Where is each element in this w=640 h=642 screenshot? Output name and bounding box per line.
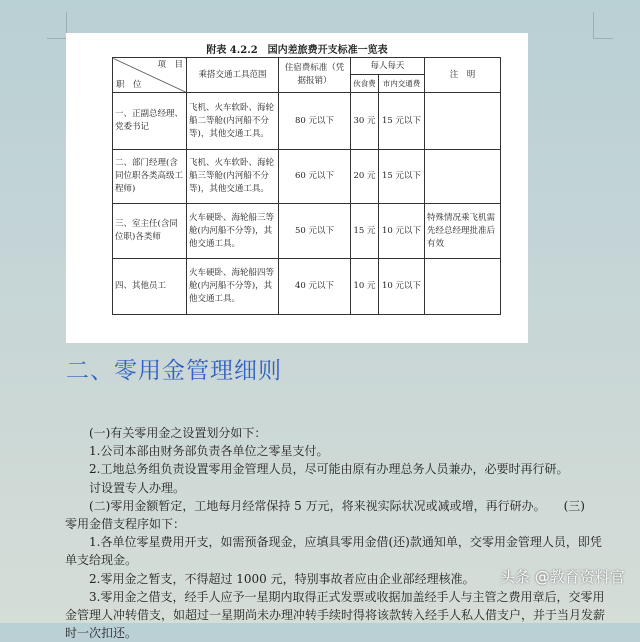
paragraph-line: 单支给现金。 [65,553,138,568]
header-item: 项 目 [157,60,183,70]
table-row [113,204,501,259]
cell-meal: 10 元 [351,259,379,315]
watermark: 头条 @教育资料官 [500,568,625,586]
cell-position: 四、其他员工 [113,259,187,315]
cell-position: 三、室主任(含同位职)各类师 [113,204,187,259]
cell-local: 10 元以下 [379,204,425,259]
cell-position: 一、正副总经理、党委书记 [113,93,187,150]
margin-mark-right [593,12,613,39]
table-title: 附表 4.2.2 国内差旅费开支标准一览表 [206,45,388,56]
cell-note [425,259,501,315]
cell-meal: 20 元 [351,150,379,204]
header-local: 市内交通费 [379,75,425,93]
cell-local: 15 元以下 [379,93,425,150]
cell-transport: 火车硬卧、海轮船三等舱(内河船不分等)，其他交通工具。 [187,204,279,259]
paragraph-line: 讨设置专人办理。 [89,480,186,495]
header-per-day: 每人每天 [351,58,425,75]
paragraph-line: (二)零用金额暂定，工地每月经常保持 5 万元，将来视实际状况或减或增，再行研办。 (三) [89,498,585,513]
cell-note [425,150,501,204]
header-lodging: 住宿费标准（凭据报销） [279,58,351,93]
cell-lodging: 40 元以下 [279,259,351,315]
cell-lodging: 50 元以下 [279,204,351,259]
cell-local: 15 元以下 [379,150,425,204]
cell-meal: 15 元 [351,204,379,259]
section-heading: 二、零用金管理细则 [66,358,282,384]
cell-note: 特殊情况乘飞机需先经总经理批准后有效 [425,204,501,259]
expense-table-image [66,33,528,343]
header-diagonal-cell [113,58,187,93]
cell-meal: 30 元 [351,93,379,150]
header-meal: 伙食费 [351,75,379,93]
cell-lodging: 80 元以下 [279,93,351,150]
cell-position: 二、部门经理(含同位职各类高级工程师) [113,150,187,204]
paragraph-line: 零用金借支程序如下： [65,517,186,532]
paragraph-line: 3.零用金之借支，经手人应予一星期内取得正式发票或收据加盖经手人与主管之费用章后，交零用 [89,589,605,604]
paragraph-line: 1.公司本部由财务部负责各单位之零星支付。 [89,444,329,459]
cell-note [425,93,501,150]
cell-transport: 火车硬卧、海轮船四等舱(内河船不分等)，其他交通工具。 [187,259,279,315]
travel-expense-table [112,57,501,315]
paragraph-line: (一)有关零用金之设置划分如下： [89,426,267,440]
paragraph-line: 1.各单位零星费用开支，如需预备现金，应填具零用金借(还)款通知单，交零用金管理人员，即凭 [89,535,602,550]
margin-mark-left [47,12,67,39]
header-position: 职 位 [116,80,142,90]
paragraph-line: 2.工地总务组负责设置零用金管理人员，尽可能由原有办理总务人员兼办，必要时再行研。 [89,462,569,477]
header-transport: 乘搭交通工具范围 [187,58,279,93]
cell-transport: 飞机、火车软卧、海轮船二等舱(内河船不分等)，其他交通工具。 [187,93,279,150]
body-text [65,424,610,642]
cell-transport: 飞机、火车软卧、海轮船三等舱(内河船不分等)，其他交通工具。 [187,150,279,204]
paragraph-line: 2.零用金之暂支，不得超过 1000 元，特别事故者应由企业部经理核准。 [89,571,475,586]
table-row [113,93,501,150]
cell-lodging: 60 元以下 [279,150,351,204]
paragraph-line: 金管理人冲转借支，如超过一星期尚未办理冲转手续时得将该款转入经手人私人借支户，并于当月发薪 [65,608,606,623]
table-row [113,150,501,204]
table-row [113,259,501,315]
paragraph-line: 时一次扣还。 [65,626,138,641]
cell-local: 10 元以下 [379,259,425,315]
header-note: 注 明 [425,58,501,93]
